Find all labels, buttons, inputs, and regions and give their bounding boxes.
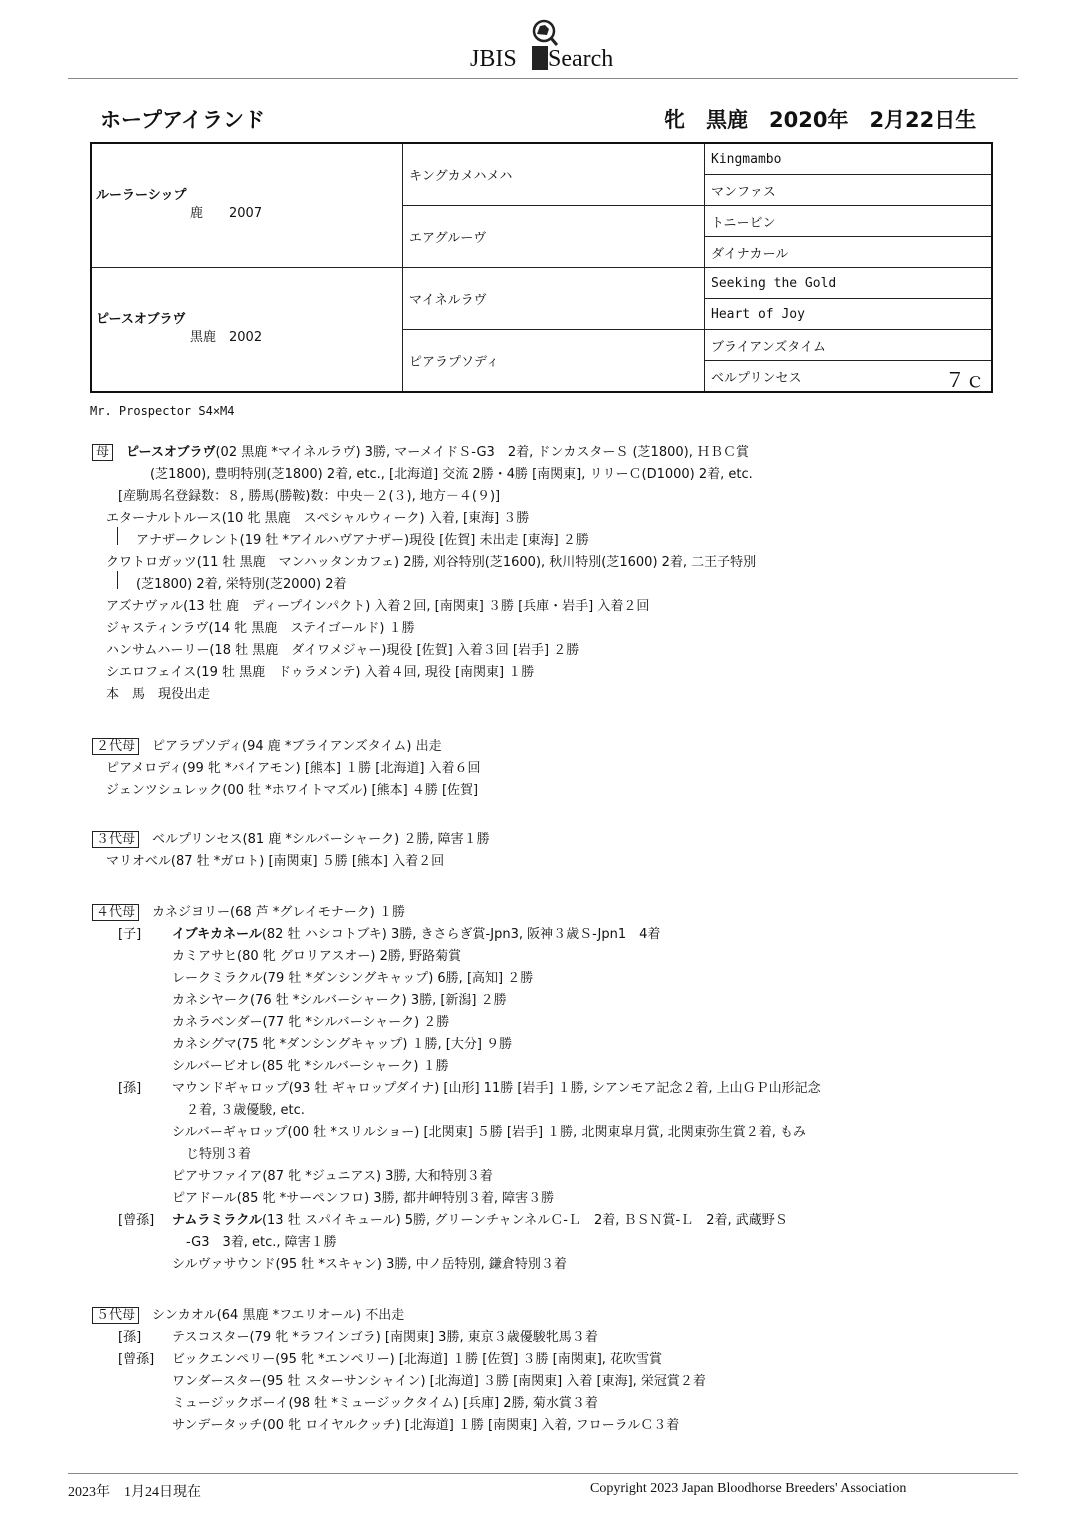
relation-tag: [曾孫] bbox=[118, 1352, 155, 1367]
line-text: シエロフェイス(19 牡 黒鹿 ドゥラメンテ) 入着４回, 現役 [南関東] １勝 bbox=[106, 665, 535, 680]
sire-info: 鹿 2007 bbox=[190, 206, 263, 221]
line-text: カネシグマ(75 牝 *ダンシングキャップ) １勝, [大分] ９勝 bbox=[172, 1037, 513, 1052]
family-line bbox=[186, 1143, 251, 1162]
line-text: ビックエンペリー(95 牝 *エンペリー) [北海道] １勝 [佐賀] ３勝 [南関東], 花吹雪賞 bbox=[172, 1352, 663, 1367]
line-text: シルバービオレ(85 牝 *シルバーシャーク) １勝 bbox=[172, 1059, 449, 1074]
line-text: アナザークレント(19 牡 *アイルハヴアナザー)現役 [佐賀] 未出走 [東海] ２勝 bbox=[136, 533, 589, 548]
line-text: -G3 3着, etc., 障害１勝 bbox=[186, 1235, 337, 1250]
magnifier-horse-icon bbox=[528, 18, 558, 48]
pedigree-table bbox=[90, 142, 993, 393]
family-line bbox=[118, 923, 660, 942]
line-text: ジャスティンラヴ(14 牝 黒鹿 ステイゴールド) １勝 bbox=[106, 621, 415, 636]
family-line bbox=[172, 1370, 706, 1389]
line-text: サンデータッチ(00 牝 ロイヤルクッチ) [北海道] １勝 [南関東] 入着, フローラルＣ３着 bbox=[172, 1418, 680, 1433]
line-text: マウンドギャロップ(93 牡 ギャロップダイナ) [山形] 11勝 [岩手] １勝, シアンモア記念２着, 上山ＧＰ山形記念 bbox=[172, 1081, 821, 1096]
copyright: Copyright 2023 Japan Bloodhorse Breeders' Association bbox=[590, 1481, 907, 1496]
family-line bbox=[172, 945, 461, 964]
dam-sire: マイネルラヴ bbox=[403, 268, 705, 330]
family-line bbox=[106, 595, 649, 614]
sire-sire: キングカメハメハ bbox=[403, 143, 705, 206]
footer-rule bbox=[68, 1473, 1018, 1474]
stakes-winner-name: ピースオブラヴ bbox=[126, 445, 216, 460]
line-text: ジェンツシュレック(00 牡 *ホワイトマズル) [熊本] ４勝 [佐賀] bbox=[106, 783, 479, 798]
tree-connector bbox=[117, 527, 118, 545]
relation-tag: [孫] bbox=[118, 1330, 142, 1345]
line-text: (芝1800) 2着, 栄特別(芝2000) 2着 bbox=[136, 577, 347, 592]
gen3-cell: ブライアンズタイム bbox=[705, 330, 993, 361]
line-text: 本 馬 現役出走 bbox=[106, 687, 211, 702]
line-text: カネシヤーク(76 牡 *シルバーシャーク) 3勝, [新潟] ２勝 bbox=[172, 993, 507, 1008]
line-text: ピアサファイア(87 牝 *ジュニアス) 3勝, 大和特別３着 bbox=[172, 1169, 493, 1184]
family-line bbox=[118, 485, 500, 504]
family-line bbox=[172, 1011, 449, 1030]
family-line bbox=[106, 661, 534, 680]
line-text: (13 牡 スパイキュール) 5勝, グリーンチャンネルＣ-Ｌ 2着, ＢＳＮ賞-Ｌ 2着, 武蔵野Ｓ bbox=[261, 1213, 788, 1228]
logo-text-jbis: JBIS bbox=[470, 46, 517, 72]
family-line bbox=[186, 1099, 305, 1118]
logo-badge bbox=[532, 46, 548, 70]
family-line bbox=[136, 573, 347, 592]
family-line bbox=[92, 735, 442, 754]
tree-connector bbox=[117, 571, 118, 589]
gen3-cell: ダイナカール bbox=[705, 237, 993, 268]
line-text: (02 黒鹿 *マイネルラヴ) 3勝, マーメイドＳ-G3 2着, ドンカスターＳ (芝1800), ＨＢＣ賞 bbox=[215, 445, 749, 460]
family-line bbox=[172, 989, 507, 1008]
family-line bbox=[92, 828, 490, 847]
relation-tag: [孫] bbox=[118, 1081, 142, 1096]
line-text: シルヴァサウンド(95 牡 *スキャン) 3勝, 中ノ岳特別, 鎌倉特別３着 bbox=[172, 1257, 567, 1272]
family-number: ７ｃ bbox=[945, 368, 985, 392]
header-rule bbox=[68, 78, 1018, 79]
line-text: じ特別３着 bbox=[186, 1147, 252, 1162]
line-text: レークミラクル(79 牡 *ダンシングキャップ) 6勝, [高知] ２勝 bbox=[172, 971, 534, 986]
gen3-cell-last bbox=[705, 361, 993, 393]
family-line bbox=[106, 617, 415, 636]
gen3-cell: Kingmambo bbox=[705, 143, 993, 175]
generation-label: ５代母 bbox=[92, 1307, 139, 1324]
family-line bbox=[172, 967, 533, 986]
line-text: ハンサムハーリー(18 牡 黒鹿 ダイワメジャー)現役 [佐賀] 入着３回 [岩手] ２勝 bbox=[106, 643, 580, 658]
as-of-date: 2023年 1月24日現在 bbox=[68, 1485, 201, 1500]
family-line bbox=[172, 1392, 598, 1411]
jbis-search-logo bbox=[470, 18, 640, 78]
sire-dam: エアグルーヴ bbox=[403, 206, 705, 268]
stakes-winner-name: ナムラミラクル bbox=[172, 1213, 262, 1228]
generation-label: ３代母 bbox=[92, 831, 139, 848]
family-line bbox=[172, 1253, 567, 1272]
generation-label: ２代母 bbox=[92, 738, 139, 755]
gen3-cell: Seeking the Gold bbox=[705, 268, 993, 299]
line-text: シンカオル(64 黒鹿 *フエリオール) 不出走 bbox=[152, 1308, 405, 1323]
family-line bbox=[172, 1187, 554, 1206]
family-line bbox=[118, 1326, 598, 1345]
family-line bbox=[92, 901, 405, 920]
family-line bbox=[106, 507, 529, 526]
family-line bbox=[92, 1304, 404, 1323]
generation-label: 母 bbox=[92, 444, 113, 461]
line-text: [産駒馬名登録数：８, 勝馬(勝鞍)数：中央－２(３), 地方－４(９)] bbox=[118, 489, 501, 504]
family-line bbox=[106, 850, 444, 869]
line-text: (芝1800), 豊明特別(芝1800) 2着, etc., [北海道] 交流 2勝・4勝 [南関東], リリーＣ(D1000) 2着, etc. bbox=[150, 467, 753, 482]
line-text: シルバーギャロップ(00 牡 *スリルショー) [北関東] ５勝 [岩手] １勝, 北関東皐月賞, 北関東弥生賞２着, もみ bbox=[172, 1125, 806, 1140]
dam-cell bbox=[91, 268, 403, 393]
family-line bbox=[118, 1077, 821, 1096]
family-line bbox=[106, 779, 478, 798]
line-text: クワトロガッツ(11 牡 黒鹿 マンハッタンカフェ) 2勝, 刈谷特別(芝1600), 秋川特別(芝1600) 2着, 二王子特別 bbox=[106, 555, 757, 570]
family-line bbox=[172, 1033, 512, 1052]
gen3-cell: トニービン bbox=[705, 206, 993, 237]
stakes-winner-name: イブキカネール bbox=[172, 927, 262, 942]
line-text: カネラベンダー(77 牝 *シルバーシャーク) ２勝 bbox=[172, 1015, 450, 1030]
line-text: (82 牡 ハシコトブキ) 3勝, きさらぎ賞-Jpn3, 阪神３歳Ｓ-Jpn1 4着 bbox=[261, 927, 661, 942]
family-line bbox=[150, 463, 753, 482]
line-text: カネジヨリー(68 芦 *グレイモナーク) １勝 bbox=[152, 905, 405, 920]
family-line bbox=[172, 1414, 679, 1433]
line-text: ピアラプソディ(94 鹿 *ブライアンズタイム) 出走 bbox=[152, 739, 442, 754]
dam-name: ピースオブラヴ bbox=[96, 312, 186, 327]
line-text: ベルプリンセス(81 鹿 *シルバーシャーク) ２勝, 障害１勝 bbox=[152, 832, 490, 847]
line-text: マリオベル(87 牡 *ガロト) [南関東] ５勝 [熊本] 入着２回 bbox=[106, 854, 445, 869]
sire-cell bbox=[91, 143, 403, 268]
line-text: ワンダースター(95 牡 スターサンシャイン) [北海道] ３勝 [南関東] 入着 [東海], 栄冠賞２着 bbox=[172, 1374, 706, 1389]
family-line bbox=[106, 639, 579, 658]
relation-tag: [曾孫] bbox=[118, 1213, 155, 1228]
line-text: エターナルトルース(10 牝 黒鹿 スペシャルウィーク) 入着, [東海] ３勝 bbox=[106, 511, 530, 526]
family-line bbox=[136, 529, 589, 548]
gen3-name: ベルプリンセス bbox=[711, 370, 802, 386]
family-line bbox=[172, 1165, 493, 1184]
family-line bbox=[172, 1055, 449, 1074]
logo-text-search: Search bbox=[548, 46, 614, 72]
relation-tag: [子] bbox=[118, 927, 142, 942]
sire-name: ルーラーシップ bbox=[96, 188, 187, 203]
family-line bbox=[186, 1231, 337, 1250]
gen3-cell: Heart of Joy bbox=[705, 299, 993, 330]
line-text: ミュージックボーイ(98 牡 *ミュージックタイム) [兵庫] 2勝, 菊水賞３着 bbox=[172, 1396, 598, 1411]
dam-dam: ピアラプソディ bbox=[403, 330, 705, 393]
line-text: カミアサヒ(80 牝 グロリアスオー) 2勝, 野路菊賞 bbox=[172, 949, 462, 964]
inbreeding-note: Mr. Prospector S4×M4 bbox=[90, 404, 235, 418]
family-line bbox=[106, 757, 481, 776]
line-text: ピアドール(85 牝 *サーペンフロ) 3勝, 都井岬特別３着, 障害３勝 bbox=[172, 1191, 555, 1206]
family-line bbox=[106, 551, 756, 570]
line-text: アズナヴァル(13 牡 鹿 ディープインパクト) 入着２回, [南関東] ３勝 [兵庫・岩手] 入着２回 bbox=[106, 599, 650, 614]
family-line bbox=[92, 441, 749, 460]
horse-name: ホープアイランド bbox=[100, 108, 266, 132]
dam-info: 黒鹿 2002 bbox=[190, 330, 263, 345]
line-text: ピアメロディ(99 牝 *バイアモン) [熊本] １勝 [北海道] 入着６回 bbox=[106, 761, 481, 776]
horse-info: 牝 黒鹿 2020年 2月22日生 bbox=[664, 108, 977, 132]
family-line bbox=[172, 1121, 806, 1140]
line-text: ２着, ３歳優駿, etc. bbox=[186, 1103, 305, 1118]
family-line bbox=[118, 1348, 662, 1367]
gen3-cell: マンファス bbox=[705, 175, 993, 206]
line-text: テスコスター(79 牝 *ラフインゴラ) [南関東] 3勝, 東京３歳優駿牝馬３着 bbox=[172, 1330, 598, 1345]
generation-label: ４代母 bbox=[92, 904, 139, 921]
family-line bbox=[106, 683, 210, 702]
family-line bbox=[118, 1209, 788, 1228]
